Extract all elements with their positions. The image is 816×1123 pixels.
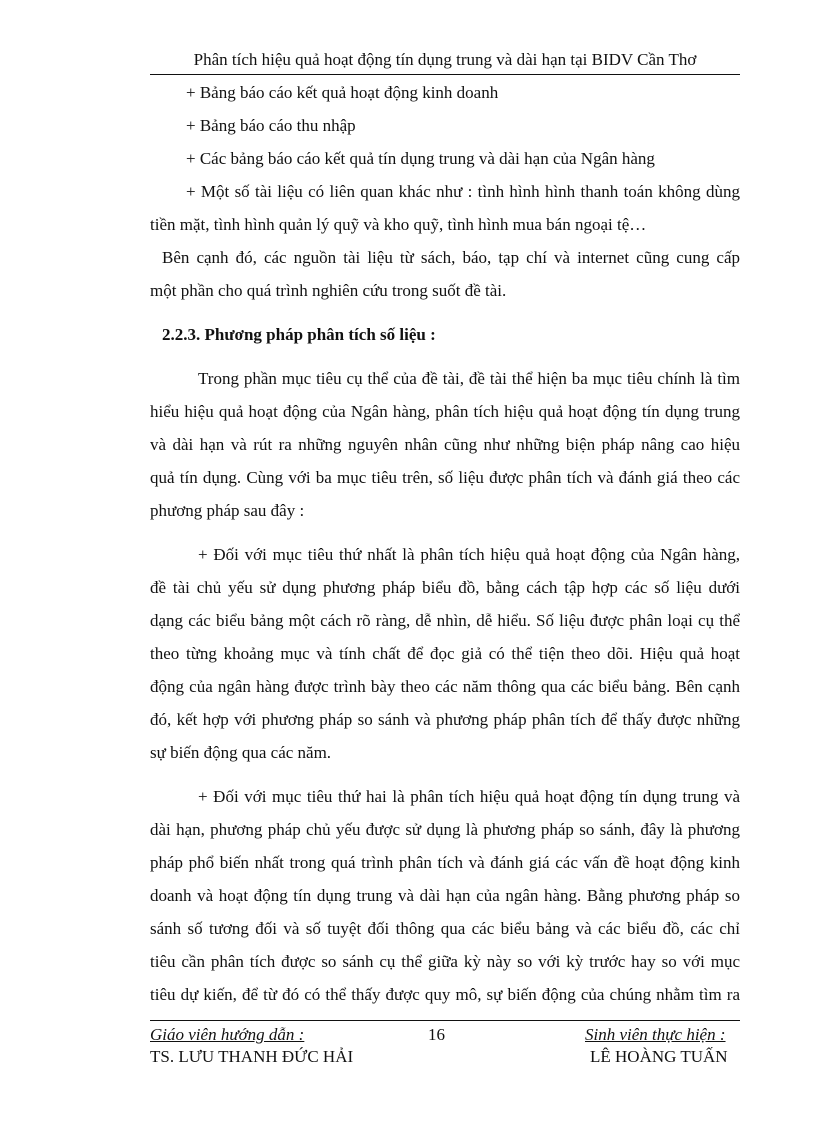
paragraph-line: phương pháp sau đây : <box>150 501 305 520</box>
section-heading: 2.2.3. Phương pháp phân tích số liệu : <box>162 325 436 344</box>
paragraph-line: Trong phần mục tiêu cụ thể của đề tài, đề tài thể hiện ba mục tiêu chính là tìm <box>198 369 740 388</box>
paragraph-line: một phần cho quá trình nghiên cứu trong suốt đề tài. <box>150 281 507 300</box>
list-item: + Bảng báo cáo thu nhập <box>186 116 356 135</box>
paragraph-line: quả tín dụng. Cùng với ba mục tiêu trên, số liệu được phân tích và đánh giá theo các <box>150 468 740 487</box>
paragraph-line: + Đối với mục tiêu thứ nhất là phân tích hiệu quả hoạt động của Ngân hàng, <box>198 545 740 564</box>
student-label: Sinh viên thực hiện : <box>585 1025 726 1044</box>
paragraph-line: dài hạn, phương pháp chủ yếu được sử dụng là phương pháp so sánh, đây là phương <box>150 820 740 839</box>
paragraph-line: doanh và hoạt động tín dụng trung và dài hạn của ngân hàng. Bằng phương pháp so <box>150 886 740 905</box>
paragraph-line: Bên cạnh đó, các nguồn tài liệu từ sách, báo, tạp chí và internet cũng cung cấp <box>162 248 740 267</box>
header-rule <box>150 74 740 75</box>
paragraph-line: dạng các biểu bảng một cách rõ ràng, dễ nhìn, dễ hiểu. Số liệu được phân loại cụ thể <box>150 611 740 630</box>
paragraph-line: sự biến động qua các năm. <box>150 743 332 762</box>
student-name: LÊ HOÀNG TUẤN <box>590 1047 728 1066</box>
paragraph-line: hiểu hiệu quả hoạt động của Ngân hàng, phân tích hiệu quả hoạt động tín dụng trung <box>150 402 740 421</box>
paragraph-line: + Đối với mục tiêu thứ hai là phân tích hiệu quả hoạt động tín dụng trung và <box>198 787 740 806</box>
footer-rule <box>150 1020 740 1021</box>
list-item: + Bảng báo cáo kết quả hoạt động kinh doanh <box>186 83 499 102</box>
paragraph-line: pháp phổ biến nhất trong quá trình phân tích và đánh giá các vấn đề hoạt động kinh <box>150 853 740 872</box>
paragraph-line: tiêu cần phân tích được so sánh cụ thể giữa kỳ này so với kỳ trước hay so với mục <box>150 952 740 971</box>
paragraph-line: động của ngân hàng được trình bày theo các năm thông qua các biểu bảng. Bên cạnh <box>150 677 740 696</box>
paragraph-line: theo từng khoảng mục và tính chất để đọc giả có thể tiện theo dõi. Hiệu quả hoạt <box>150 644 740 663</box>
paragraph-line: sánh số tương đối và số tuyệt đối thông qua các biểu bảng và các biểu đồ, các chỉ <box>150 919 740 938</box>
paragraph-line: đó, kết hợp với phương pháp so sánh và phương pháp phân tích để thấy được những <box>150 710 740 729</box>
paragraph-line: tiền mặt, tình hình quản lý quỹ và kho quỹ, tình hình mua bán ngoại tệ… <box>150 215 647 234</box>
paragraph-line: + Một số tài liệu có liên quan khác như : tình hình hình thanh toán không dùng <box>186 182 740 201</box>
paragraph-line: tiêu dự kiến, để từ đó có thể thấy được quy mô, sự biến động của chúng nhằm tìm ra <box>150 985 740 1004</box>
list-item: + Các bảng báo cáo kết quả tín dụng trung và dài hạn của Ngân hàng <box>186 149 655 168</box>
paragraph-line: đề tài chủ yếu sử dụng phương pháp biểu đồ, bằng cách tập hợp các số liệu dưới <box>150 578 740 597</box>
running-header: Phân tích hiệu quả hoạt động tín dụng trung và dài hạn tại BIDV Cần Thơ <box>193 50 697 69</box>
advisor-label: Giáo viên hướng dẫn : <box>150 1025 305 1044</box>
paragraph-line: và dài hạn và rút ra những nguyên nhân cũng như những biện pháp nâng cao hiệu <box>150 435 740 454</box>
page-number: 16 <box>428 1025 445 1044</box>
page-body <box>150 76 740 1011</box>
advisor-name: TS. LƯU THANH ĐỨC HẢI <box>150 1047 354 1066</box>
